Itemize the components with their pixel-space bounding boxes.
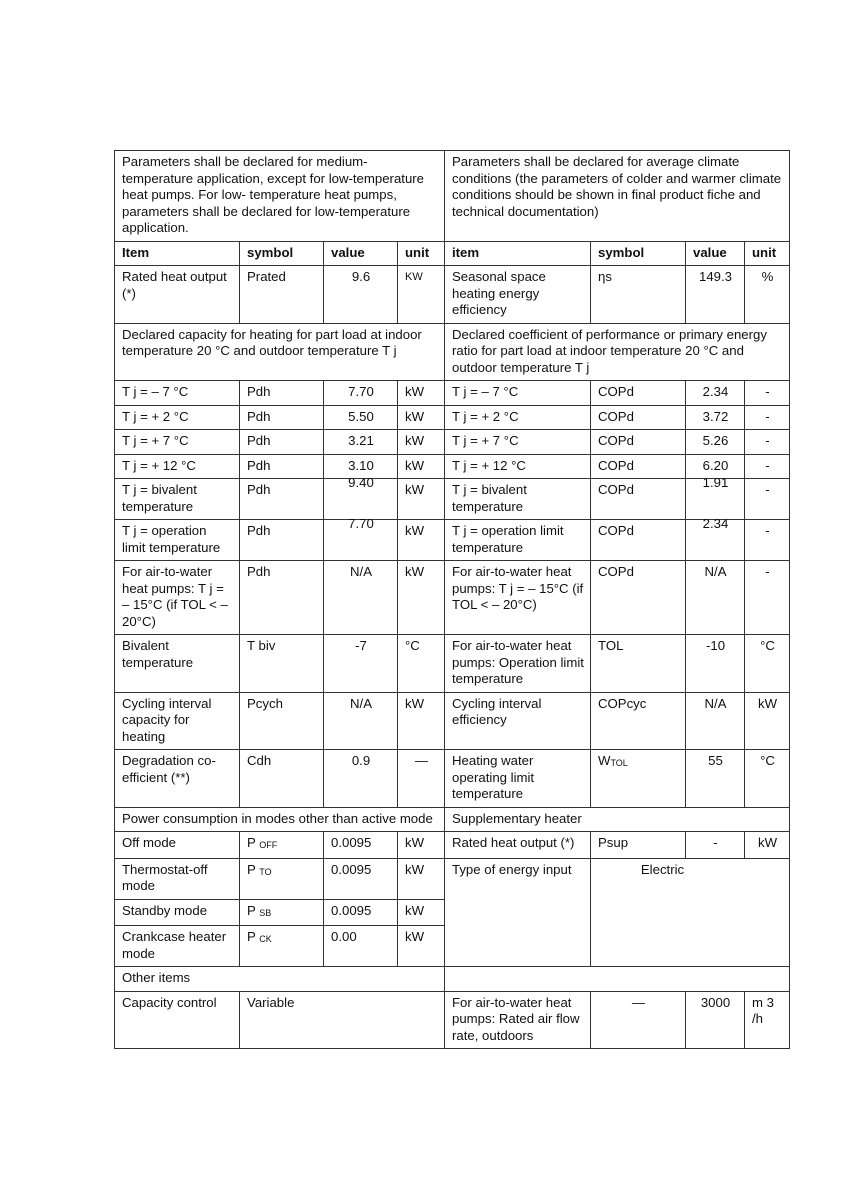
row-value-text: 2.34: [702, 516, 729, 531]
seasonal-efficiency-symbol: ηs: [591, 266, 686, 324]
symbol-text: P: [247, 929, 256, 944]
row-unit-left: kW: [398, 692, 445, 750]
row-value-right: 6.20: [686, 454, 745, 479]
row-symbol-left: Pdh: [240, 381, 324, 406]
row-value-right: 3.72: [686, 405, 745, 430]
row-symbol-right: COPd: [591, 381, 686, 406]
row-symbol-left: Pdh: [240, 561, 324, 635]
row-unit-right: -: [745, 479, 790, 520]
row-unit-right: -: [745, 381, 790, 406]
row-unit-right: -: [745, 520, 790, 561]
row-symbol-right: COPd: [591, 430, 686, 455]
row-value-right: 2.34: [686, 381, 745, 406]
seasonal-efficiency-value: 149.3: [686, 266, 745, 324]
row-unit-right: -: [745, 430, 790, 455]
row-symbol-right: COPd: [591, 454, 686, 479]
section-cop-heading: Declared coefficient of performance or primary energy ratio for part load at indoor temperature 20 °C and outdoor temperature T j: [445, 323, 790, 381]
mode-symbol: [240, 899, 324, 926]
row-unit-right: °C: [745, 750, 790, 808]
row-item-left: T j = operation limit temperature: [115, 520, 240, 561]
mode-item: Thermostat-off mode: [115, 858, 240, 899]
row-unit-left: kW: [398, 405, 445, 430]
row-symbol-right: COPd: [591, 479, 686, 520]
row-unit-left: kW: [398, 479, 445, 520]
row-value-left: -7: [324, 635, 398, 693]
other-items-heading: Other items: [115, 967, 445, 992]
row-value-right: [686, 516, 745, 561]
row-symbol-left: Pdh: [240, 454, 324, 479]
supp-rated-value: -: [686, 832, 745, 859]
header-left: Parameters shall be declared for medium-temperature application, except for low-temperature heat pumps. For low- temperature heat pumps, parameters shall be declared for low-temperature application.: [115, 151, 445, 242]
table-row: [115, 750, 790, 808]
table-row: [115, 430, 790, 455]
mode-unit: kW: [398, 899, 445, 926]
section-part-load-row: [115, 323, 790, 381]
row-symbol-right: COPd: [591, 405, 686, 430]
mode-value: 0.0095: [324, 899, 398, 926]
row-item-right: For air-to-water heat pumps: T j = – 15°C (if TOL < – 20°C): [445, 561, 591, 635]
row-value-text: 9.40: [348, 475, 374, 490]
col-item-right: item: [445, 241, 591, 266]
symbol-subscript: TO: [259, 866, 272, 877]
row-symbol-right: COPcyc: [591, 692, 686, 750]
col-value-left: value: [324, 241, 398, 266]
row-symbol-right: TOL: [591, 635, 686, 693]
table-row: [115, 405, 790, 430]
row-item-left: T j = + 12 °C: [115, 454, 240, 479]
row-value-right: N/A: [686, 561, 745, 635]
capacity-control-item: Capacity control: [115, 991, 240, 1049]
row-unit-left: —: [398, 750, 445, 808]
row-value-left: 3.10: [324, 454, 398, 479]
row-unit-left: kW: [398, 381, 445, 406]
row-unit-right: -: [745, 561, 790, 635]
mode-item: Off mode: [115, 832, 240, 859]
row-item-left: T j = + 7 °C: [115, 430, 240, 455]
row-unit-left: kW: [398, 520, 445, 561]
row-unit-left: kW: [398, 454, 445, 479]
supp-rated-item: Rated heat output (*): [445, 832, 591, 859]
row-value-left: [324, 475, 398, 520]
rated-output-value: 9.6: [324, 266, 398, 324]
row-unit-right: kW: [745, 692, 790, 750]
symbol-subscript: CK: [259, 934, 272, 944]
row-value-left: 0.9: [324, 750, 398, 808]
mode-item: Standby mode: [115, 899, 240, 926]
rated-output-symbol: Prated: [240, 266, 324, 324]
row-item-right: For air-to-water heat pumps: Operation limit temperature: [445, 635, 591, 693]
row-value-left: 3.21: [324, 430, 398, 455]
mode-value: 0.0095: [324, 858, 398, 899]
row-item-left: Cycling interval capacity for heating: [115, 692, 240, 750]
col-symbol-right: symbol: [591, 241, 686, 266]
symbol-subscript: OFF: [259, 840, 278, 850]
row-item-right: T j = + 2 °C: [445, 405, 591, 430]
row-value-text: 1.91: [702, 475, 729, 490]
rated-output-unit: KW: [398, 266, 445, 324]
row-symbol-left: Pcych: [240, 692, 324, 750]
symbol-subscript: SB: [259, 907, 272, 918]
row-value-left: [324, 516, 398, 561]
row-value-left: N/A: [324, 561, 398, 635]
column-header-row: [115, 241, 790, 266]
section-capacity-heading: Declared capacity for heating for part load at indoor temperature 20 °C and outdoor temperature T j: [115, 323, 445, 381]
header-row: [115, 151, 790, 242]
row-item-right: Cycling interval efficiency: [445, 692, 591, 750]
row-value-left: 7.70: [324, 381, 398, 406]
row-value-left: 5.50: [324, 405, 398, 430]
table-row: [115, 991, 790, 1049]
rated-output-item: Rated heat output (*): [115, 266, 240, 324]
col-item-left: Item: [115, 241, 240, 266]
header-right: Parameters shall be declared for average climate conditions (the parameters of colder and warmer climate conditions should be shown in final product fiche and technical documentation): [445, 151, 790, 242]
row-value-right: 55: [686, 750, 745, 808]
row-unit-right: °C: [745, 635, 790, 693]
col-unit-right: unit: [745, 241, 790, 266]
energy-input-item: Type of energy input: [445, 858, 591, 967]
spec-table: [114, 150, 790, 1049]
energy-input-text: Electric: [640, 861, 685, 877]
table-row: [115, 832, 790, 859]
symbol-text: P: [247, 861, 256, 877]
row-item-right: T j = + 12 °C: [445, 454, 591, 479]
symbol-text: W: [598, 753, 611, 768]
row-item-left: T j = bivalent temperature: [115, 479, 240, 520]
row-item-left: T j = + 2 °C: [115, 405, 240, 430]
capacity-control-value: Variable: [240, 991, 445, 1049]
row-item-left: T j = – 7 °C: [115, 381, 240, 406]
mode-unit: kW: [398, 858, 445, 899]
mode-symbol: [240, 926, 324, 967]
row-value-right: [686, 475, 745, 520]
row-unit-left: kW: [398, 430, 445, 455]
seasonal-efficiency-item: Seasonal space heating energy efficiency: [445, 266, 591, 324]
col-value-right: value: [686, 241, 745, 266]
section-supplementary-heading: Supplementary heater: [445, 807, 790, 832]
row-symbol-right: [591, 750, 686, 808]
mode-value: 0.00: [324, 926, 398, 967]
section-power-heading: Power consumption in modes other than active mode: [115, 807, 445, 832]
row-item-right: T j = – 7 °C: [445, 381, 591, 406]
row-symbol-left: Cdh: [240, 750, 324, 808]
row-unit-left: kW: [398, 561, 445, 635]
supp-rated-symbol: Psup: [591, 832, 686, 859]
row-value-right: 5.26: [686, 430, 745, 455]
mode-symbol: [240, 832, 324, 859]
row-item-left: For air-to-water heat pumps: T j = – 15°C (if TOL < – 20°C): [115, 561, 240, 635]
other-items-row: [115, 967, 790, 992]
row-item-right: T j = + 7 °C: [445, 430, 591, 455]
air-flow-value: 3000: [686, 991, 745, 1049]
seasonal-efficiency-unit: %: [745, 266, 790, 324]
row-value-right: -10: [686, 635, 745, 693]
air-flow-item: For air-to-water heat pumps: Rated air flow rate, outdoors: [445, 991, 591, 1049]
row-item-left: Degradation co-efficient (**): [115, 750, 240, 808]
air-flow-unit: m 3 /h: [745, 991, 790, 1049]
supp-rated-unit: kW: [745, 832, 790, 859]
mode-item: Crankcase heater mode: [115, 926, 240, 967]
mode-unit: kW: [398, 926, 445, 967]
mode-symbol: [240, 858, 324, 899]
row-symbol-left: Pdh: [240, 479, 324, 520]
mode-unit: kW: [398, 832, 445, 859]
row-symbol-left: Pdh: [240, 520, 324, 561]
col-unit-left: unit: [398, 241, 445, 266]
table-row: [115, 381, 790, 406]
rated-row: [115, 266, 790, 324]
symbol-subscript: TOL: [610, 758, 628, 768]
table-row: [115, 692, 790, 750]
row-item-left: Bivalent temperature: [115, 635, 240, 693]
mode-value: 0.0095: [324, 832, 398, 859]
row-value-text: 7.70: [348, 516, 374, 531]
row-unit-left: °C: [398, 635, 445, 693]
row-symbol-right: COPd: [591, 520, 686, 561]
row-item-right: T j = bivalent temperature: [445, 479, 591, 520]
row-symbol-right: COPd: [591, 561, 686, 635]
row-item-right: T j = operation limit temperature: [445, 520, 591, 561]
symbol-text: P: [247, 835, 256, 850]
table-row: [115, 561, 790, 635]
row-unit-right: -: [745, 454, 790, 479]
table-row: [115, 635, 790, 693]
row-symbol-left: T biv: [240, 635, 324, 693]
energy-input-value: [591, 858, 790, 967]
symbol-text: P: [247, 902, 256, 918]
row-symbol-left: Pdh: [240, 430, 324, 455]
other-items-empty: [445, 967, 790, 992]
col-symbol-left: symbol: [240, 241, 324, 266]
air-flow-symbol: —: [591, 991, 686, 1049]
row-value-right: N/A: [686, 692, 745, 750]
table-row: [115, 520, 790, 561]
row-item-right: Heating water operating limit temperature: [445, 750, 591, 808]
table-row: [115, 454, 790, 479]
table-row: [115, 858, 790, 899]
row-value-left: N/A: [324, 692, 398, 750]
row-symbol-left: Pdh: [240, 405, 324, 430]
section-power-row: [115, 807, 790, 832]
row-unit-right: -: [745, 405, 790, 430]
table-row: [115, 479, 790, 520]
